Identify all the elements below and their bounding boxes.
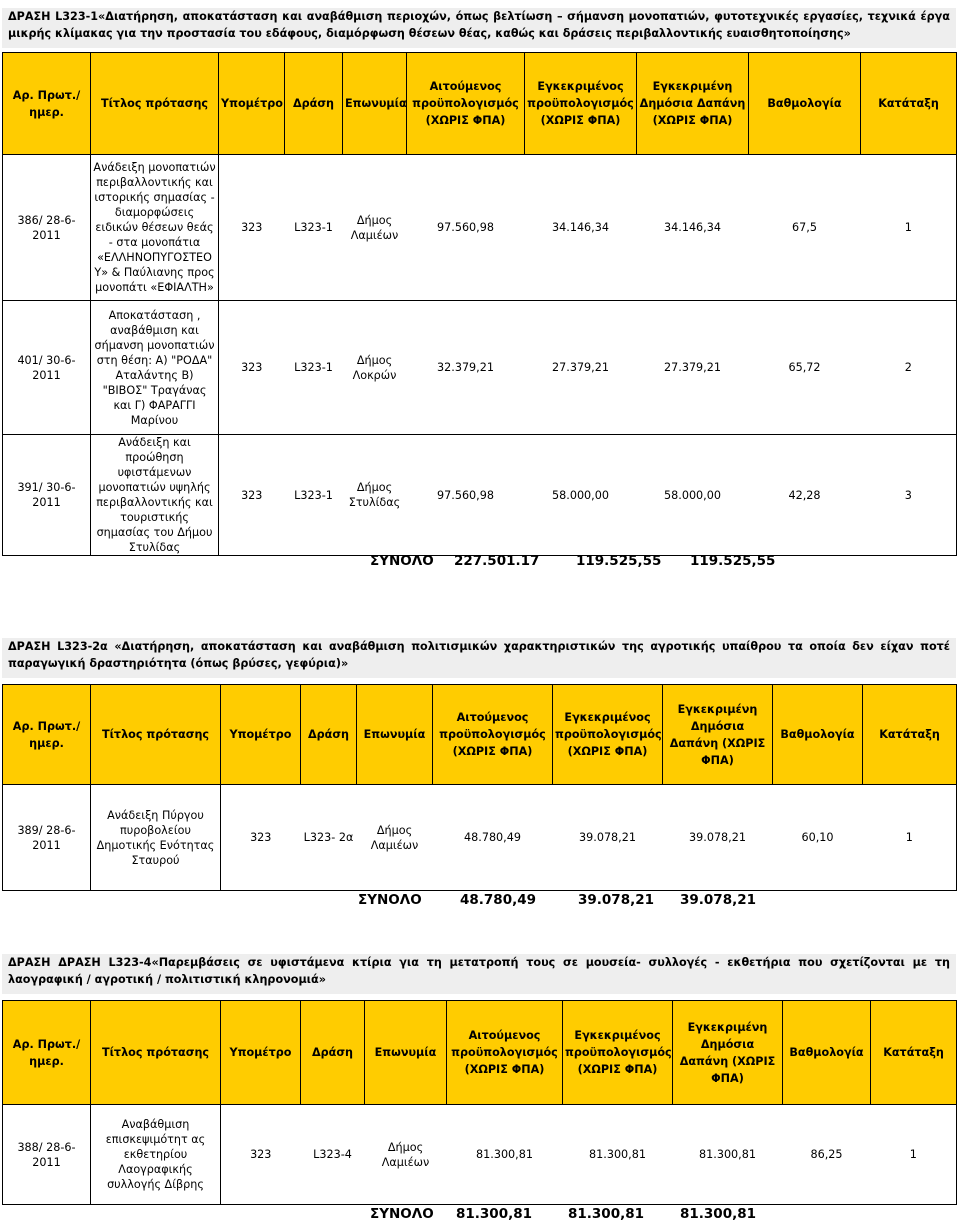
col-header-public: Εγκεκριμένη Δημόσια Δαπάνη (ΧΩΡΙΣ ΦΠΑ): [673, 1001, 783, 1105]
total-requested: 48.780,49: [460, 892, 537, 908]
col-header-action: Δράση: [301, 685, 357, 785]
cell-score: 42,28: [749, 435, 861, 556]
cell-name: Δήμος Λοκρών: [343, 301, 407, 435]
col-header-submeasure: Υπομέτρο: [221, 685, 301, 785]
cell-rank: 1: [861, 155, 957, 301]
section-1-table: [2, 52, 957, 556]
col-header-protocol: Αρ. Πρωτ./ημερ.: [3, 685, 91, 785]
cell-public: 34.146,34: [637, 155, 749, 301]
cell-title: Ανάδειξη Πύργου πυροβολείου Δημοτικής Ενότητας Σταυρού: [91, 785, 221, 891]
cell-action: L323-1: [285, 155, 343, 301]
col-header-rank: Κατάταξη: [871, 1001, 957, 1105]
cell-action: L323-1: [285, 435, 343, 556]
col-header-protocol: Αρ. Πρωτ./ημερ.: [3, 53, 91, 155]
cell-action: L323-1: [285, 301, 343, 435]
section-1-title: ΔΡΑΣΗ L323-1«Διατήρηση, αποκατάσταση και αναβάθμιση περιοχών, όπως βελτίωση – σήμανση μονοπατιών, φυτοτεχνικές εργασίες, τεχνικά έργα μικρής κλίμακας για την προστασία του εδάφους, διαμόρφωση θέσεων θέας, καθώς και δράσεις περιβαλλοντικής ευαισθητοποίησης»: [2, 8, 956, 48]
cell-approved: 39.078,21: [553, 785, 663, 891]
table-header-row: [3, 53, 957, 155]
total-label: ΣΥΝΟΛΟ: [370, 553, 434, 569]
col-header-title: Τίτλος πρότασης: [91, 53, 219, 155]
table-row: [3, 785, 957, 891]
cell-requested: 97.560,98: [407, 435, 525, 556]
col-header-rank: Κατάταξη: [861, 53, 957, 155]
col-header-title: Τίτλος πρότασης: [91, 685, 221, 785]
col-header-score: Βαθμολογία: [749, 53, 861, 155]
cell-public: 58.000,00: [637, 435, 749, 556]
cell-rank: 2: [861, 301, 957, 435]
col-header-protocol: Αρ. Πρωτ./ημερ.: [3, 1001, 91, 1105]
cell-submeasure: 323: [219, 155, 285, 301]
total-public: 81.300,81: [680, 1206, 757, 1222]
col-header-title: Τίτλος πρότασης: [91, 1001, 221, 1105]
cell-name: Δήμος Λαμιέων: [365, 1105, 447, 1205]
total-approved: 119.525,55: [576, 553, 662, 569]
cell-score: 67,5: [749, 155, 861, 301]
cell-name: Δήμος Λαμιέων: [357, 785, 433, 891]
col-header-approved: Εγκεκριμένος προϋπολογισμός (ΧΩΡΙΣ ΦΠΑ): [553, 685, 663, 785]
cell-score: 60,10: [773, 785, 863, 891]
table-header-row: [3, 1001, 957, 1105]
total-approved: 81.300,81: [568, 1206, 645, 1222]
cell-requested: 48.780,49: [433, 785, 553, 891]
cell-public: 27.379,21: [637, 301, 749, 435]
cell-rank: 3: [861, 435, 957, 556]
cell-protocol: 391/ 30-6-2011: [3, 435, 91, 556]
col-header-requested: Αιτούμενος προϋπολογισμός (ΧΩΡΙΣ ΦΠΑ): [407, 53, 525, 155]
cell-protocol: 388/ 28-6-2011: [3, 1105, 91, 1205]
cell-title: Αναβάθμιση επισκεψιμότητ ας εκθετηρίου Λαογραφικής συλλογής Δίβρης: [91, 1105, 221, 1205]
cell-title: Ανάδειξη και προώθηση υφιστάμενων μονοπατιών υψηλής περιβαλλοντικής και τουριστικής σημασίας του Δήμου Στυλίδας: [91, 435, 219, 556]
total-approved: 39.078,21: [578, 892, 655, 908]
table-row: [3, 435, 957, 556]
table-header-row: [3, 685, 957, 785]
cell-protocol: 401/ 30-6-2011: [3, 301, 91, 435]
col-header-submeasure: Υπομέτρο: [219, 53, 285, 155]
cell-score: 86,25: [783, 1105, 871, 1205]
section-3-title: ΔΡΑΣΗ ΔΡΑΣΗ L323-4«Παρεμβάσεις σε υφιστάμενα κτίρια για τη μετατροπή τους σε μουσεία- συλλογές - εκθετήρια που σχετίζονται με τη λαογραφική / αγροτική / πολιτιστική κληρονομιά»: [2, 954, 956, 994]
cell-approved: 27.379,21: [525, 301, 637, 435]
cell-rank: 1: [863, 785, 957, 891]
section-2-table: [2, 684, 957, 891]
table-row: [3, 301, 957, 435]
cell-action: L323-4: [301, 1105, 365, 1205]
cell-submeasure: 323: [221, 1105, 301, 1205]
total-public: 119.525,55: [690, 553, 776, 569]
col-header-submeasure: Υπομέτρο: [221, 1001, 301, 1105]
cell-requested: 97.560,98: [407, 155, 525, 301]
col-header-action: Δράση: [301, 1001, 365, 1105]
col-header-name: Επωνυμία: [365, 1001, 447, 1105]
cell-submeasure: 323: [219, 301, 285, 435]
cell-protocol: 389/ 28-6-2011: [3, 785, 91, 891]
section-3-table: [2, 1000, 957, 1205]
cell-title: Αποκατάσταση , αναβάθμιση και σήμανση μονοπατιών στη θέση: Α) "ΡΟΔΑ" Αταλάντης Β) "ΒΙΒΟΣ" Τραγάνας και Γ) ΦΑΡΑΓΓΙ Μαρίνου: [91, 301, 219, 435]
cell-score: 65,72: [749, 301, 861, 435]
cell-approved: 58.000,00: [525, 435, 637, 556]
cell-rank: 1: [871, 1105, 957, 1205]
section-2-title: ΔΡΑΣΗ L323-2α «Διατήρηση, αποκατάσταση και αναβάθμιση πολιτισμικών χαρακτηριστικών της αγροτικής υπαίθρου τα οποία δεν είχαν ποτέ παραγωγική δραστηριότητα (όπως βρύσες, γεφύρια)»: [2, 638, 956, 678]
col-header-requested: Αιτούμενος προϋπολογισμός (ΧΩΡΙΣ ΦΠΑ): [447, 1001, 563, 1105]
total-label: ΣΥΝΟΛΟ: [358, 892, 422, 908]
col-header-score: Βαθμολογία: [783, 1001, 871, 1105]
col-header-approved: Εγκεκριμένος προϋπολογισμός (ΧΩΡΙΣ ΦΠΑ): [525, 53, 637, 155]
cell-requested: 32.379,21: [407, 301, 525, 435]
cell-action: L323- 2α: [301, 785, 357, 891]
cell-approved: 34.146,34: [525, 155, 637, 301]
table-row: [3, 155, 957, 301]
cell-requested: 81.300,81: [447, 1105, 563, 1205]
cell-name: Δήμος Στυλίδας: [343, 435, 407, 556]
cell-public: 39.078,21: [663, 785, 773, 891]
table-row: [3, 1105, 957, 1205]
cell-submeasure: 323: [221, 785, 301, 891]
total-requested: 81.300,81: [456, 1206, 533, 1222]
cell-public: 81.300,81: [673, 1105, 783, 1205]
cell-approved: 81.300,81: [563, 1105, 673, 1205]
cell-protocol: 386/ 28-6-2011: [3, 155, 91, 301]
col-header-score: Βαθμολογία: [773, 685, 863, 785]
col-header-action: Δράση: [285, 53, 343, 155]
total-label: ΣΥΝΟΛΟ: [370, 1206, 434, 1222]
col-header-public: Εγκεκριμένη Δημόσια Δαπάνη (ΧΩΡΙΣ ΦΠΑ): [637, 53, 749, 155]
col-header-rank: Κατάταξη: [863, 685, 957, 785]
cell-name: Δήμος Λαμιέων: [343, 155, 407, 301]
total-requested: 227.501.17: [454, 553, 540, 569]
cell-title: Ανάδειξη μονοπατιών περιβαλλοντικής και ιστορικής σημασίας - διαμορφώσεις ειδικών θέσεων θεάς - στα μονοπάτια «ΕΛΛΗΝΟΠΥΓΟΣΤΕΟ Υ» & Παύλιανης προς μονοπάτι «ΕΦΙΑΛΤΗ»: [91, 155, 219, 301]
col-header-name: Επωνυμία: [357, 685, 433, 785]
col-header-approved: Εγκεκριμένος προϋπολογισμός (ΧΩΡΙΣ ΦΠΑ): [563, 1001, 673, 1105]
col-header-name: Επωνυμία: [343, 53, 407, 155]
col-header-public: Εγκεκριμένη Δημόσια Δαπάνη (ΧΩΡΙΣ ΦΠΑ): [663, 685, 773, 785]
total-public: 39.078,21: [680, 892, 757, 908]
cell-submeasure: 323: [219, 435, 285, 556]
col-header-requested: Αιτούμενος προϋπολογισμός (ΧΩΡΙΣ ΦΠΑ): [433, 685, 553, 785]
